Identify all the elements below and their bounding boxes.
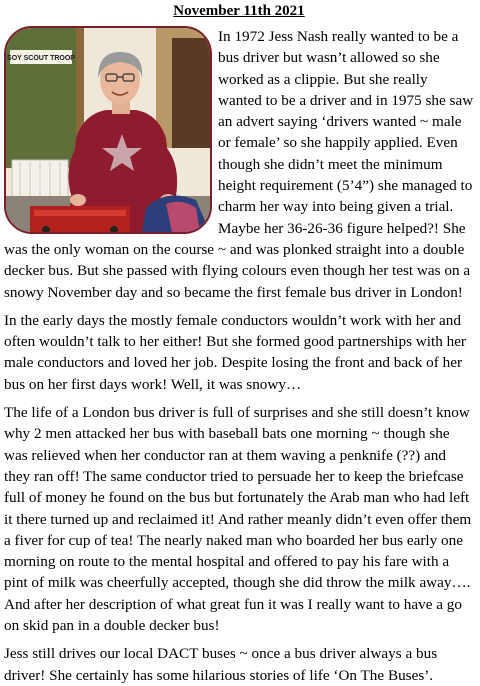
paragraph-3: The life of a London bus driver is full of surprises and she still doesn’t know why 2 men attacked her bus with baseball bats one morning ~ though she was relieved when her conductor ran at them waving a penknife (??) and they ran off! The same conductor tried to persuade her to keep the briefcase full of money he found on the bus but fortunately the Arab man who had left it there turned up and reclaimed it! And rather meanly didn’t even offer them a fiver for cup of tea! The nearly naked man who boarded her bus early one morning on route to the mental hospital and offered to pay his fare with a pint of milk was cheerfully accepted, though she did throw the milk away…. And after her description of what great fun it was I really want to have a go on skid pan in a double decker bus! xyxy=(4,404,472,635)
paragraph-4: Jess still drives our local DACT buses ~ once a bus driver always a bus driver! She certainly has some hilarious stories of life ‘On The Buses’. xyxy=(4,645,438,684)
scout-sign-text: SOY SCOUT TROOP xyxy=(7,55,75,62)
paragraph-1: In 1972 Jess Nash really wanted to be a bus driver but wasn’t allowed so she worked as a clippie. But she really wanted to be a driver and in 1975 she saw an advert saying ‘drivers wanted ~ male or female’ so she happily applied. Even though she didn’t meet the minimum height requirement (5’4”) she managed to charm her way into being given a trial. Maybe her 36-26-36 figure helped?! She was the only woman on the course ~ and was plonked straight into a double decker bus. But she passed with flying colours even though her test was on a snowy November day and so became the first female bus driver in London! xyxy=(4,28,474,301)
photo-container xyxy=(4,26,212,232)
jess-nash-photo xyxy=(4,26,212,234)
article-date: November 11th 2021 xyxy=(173,3,305,19)
paragraph-2: In the early days the mostly female conductors wouldn’t work with her and often wouldn’t talk to her either! But she formed good partnerships with her male conductors and loved her job. Despite losing the front and back of her bus on her first days work! Well, it was snowy… xyxy=(4,311,466,393)
